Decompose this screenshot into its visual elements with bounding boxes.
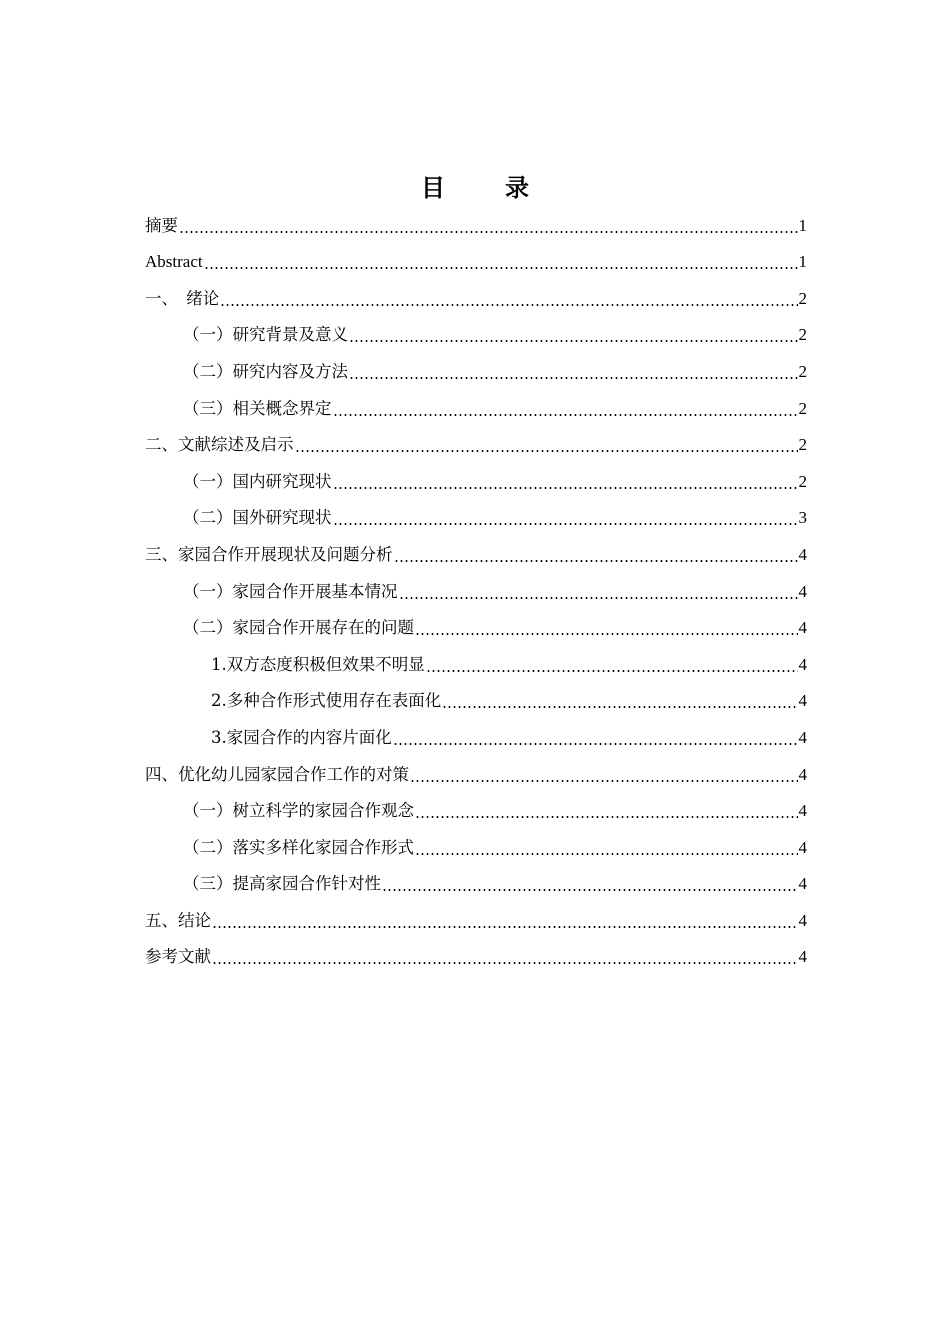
toc-dot-leader bbox=[349, 340, 798, 342]
toc-title: 目 录 bbox=[421, 174, 547, 202]
toc-page-number: 4 bbox=[798, 837, 807, 857]
toc-entry[interactable] bbox=[145, 608, 807, 645]
toc-entry-text: 1.双方态度积极但效果不明显 bbox=[211, 654, 425, 674]
toc-page-number: 4 bbox=[798, 691, 807, 711]
toc-entry[interactable] bbox=[145, 681, 807, 718]
toc-dot-leader bbox=[179, 231, 798, 233]
toc-entry-text: （一）家园合作开展基本情况 bbox=[183, 581, 398, 601]
toc-page-number: 4 bbox=[798, 874, 807, 894]
toc-page-number: 4 bbox=[798, 947, 807, 967]
toc-dot-leader bbox=[212, 962, 798, 964]
toc-entry[interactable] bbox=[145, 534, 807, 571]
toc-page-number: 2 bbox=[798, 288, 807, 308]
toc-entry-text: （二）落实多样化家园合作形式 bbox=[183, 837, 414, 857]
toc-dot-leader bbox=[426, 670, 798, 672]
toc-page-number: 4 bbox=[798, 618, 807, 638]
toc-list bbox=[145, 205, 807, 973]
toc-entry-text: 五、结论 bbox=[145, 910, 211, 930]
toc-page-number: 4 bbox=[798, 910, 807, 930]
toc-entry[interactable] bbox=[145, 644, 807, 681]
toc-entry[interactable] bbox=[145, 717, 807, 754]
toc-page-number: 1 bbox=[798, 215, 807, 235]
toc-page-number: 4 bbox=[798, 801, 807, 821]
toc-entry[interactable] bbox=[145, 278, 807, 315]
toc-dot-leader bbox=[442, 706, 797, 708]
toc-entry-text: 2.多种合作形式使用存在表面化 bbox=[211, 691, 442, 711]
toc-dot-leader bbox=[212, 926, 798, 928]
toc-entry-text: （一）国内研究现状 bbox=[183, 471, 332, 491]
toc-entry[interactable] bbox=[145, 498, 807, 535]
toc-dot-leader bbox=[333, 487, 798, 489]
toc-entry-text: 四、优化幼儿园家园合作工作的对策 bbox=[145, 764, 409, 784]
toc-entry[interactable] bbox=[145, 827, 807, 864]
toc-dot-leader bbox=[415, 853, 798, 855]
toc-entry[interactable] bbox=[145, 791, 807, 828]
toc-entry-text: 参考文献 bbox=[145, 947, 211, 967]
toc-page-number: 4 bbox=[798, 544, 807, 564]
toc-page-number: 2 bbox=[798, 435, 807, 455]
toc-entry-text: （一）研究背景及意义 bbox=[183, 325, 348, 345]
toc-page-number: 2 bbox=[798, 361, 807, 381]
toc-dot-leader bbox=[415, 633, 798, 635]
toc-entry[interactable] bbox=[145, 205, 807, 242]
toc-dot-leader bbox=[382, 889, 798, 891]
toc-dot-leader bbox=[333, 414, 798, 416]
toc-page-number: 4 bbox=[798, 581, 807, 601]
toc-entry-text: （二）研究内容及方法 bbox=[183, 361, 348, 381]
toc-entry-text: 3.家园合作的内容片面化 bbox=[211, 727, 392, 747]
toc-entry-text: （一）树立科学的家园合作观念 bbox=[183, 801, 414, 821]
toc-entry-text: 三、家园合作开展现状及问题分析 bbox=[145, 544, 393, 564]
toc-entry[interactable] bbox=[145, 315, 807, 352]
toc-page-number: 2 bbox=[798, 398, 807, 418]
toc-dot-leader bbox=[393, 743, 798, 745]
toc-entry[interactable] bbox=[145, 461, 807, 498]
toc-dot-leader bbox=[410, 780, 798, 782]
toc-entry[interactable] bbox=[145, 242, 807, 279]
toc-dot-leader bbox=[394, 560, 798, 562]
toc-entry-text: 一、 绪论 bbox=[145, 288, 220, 308]
toc-page-number: 2 bbox=[798, 471, 807, 491]
toc-dot-leader bbox=[220, 304, 797, 306]
toc-page-number: 1 bbox=[798, 252, 807, 272]
toc-dot-leader bbox=[415, 816, 798, 818]
toc-dot-leader bbox=[204, 267, 798, 269]
toc-dot-leader bbox=[295, 450, 798, 452]
toc-dot-leader bbox=[399, 597, 798, 599]
toc-entry[interactable] bbox=[145, 388, 807, 425]
toc-dot-leader bbox=[349, 377, 798, 379]
toc-entry-text: （二）家园合作开展存在的问题 bbox=[183, 618, 414, 638]
toc-entry-text: （二）国外研究现状 bbox=[183, 508, 332, 528]
toc-entry-text: 二、文献综述及启示 bbox=[145, 435, 294, 455]
toc-page-number: 4 bbox=[798, 727, 807, 747]
toc-page-number: 2 bbox=[798, 325, 807, 345]
toc-entry-text: 摘要 bbox=[145, 215, 178, 235]
toc-entry-text: Abstract bbox=[145, 252, 203, 272]
toc-entry-text: （三）提高家园合作针对性 bbox=[183, 874, 381, 894]
toc-entry[interactable] bbox=[145, 754, 807, 791]
toc-page-number: 3 bbox=[798, 508, 807, 528]
toc-entry[interactable] bbox=[145, 937, 807, 974]
toc-entry[interactable] bbox=[145, 900, 807, 937]
toc-page-number: 4 bbox=[798, 764, 807, 784]
toc-entry[interactable] bbox=[145, 425, 807, 462]
toc-entry[interactable] bbox=[145, 571, 807, 608]
toc-page-number: 4 bbox=[798, 654, 807, 674]
toc-entry[interactable] bbox=[145, 351, 807, 388]
toc-entry[interactable] bbox=[145, 864, 807, 901]
toc-entry-text: （三）相关概念界定 bbox=[183, 398, 332, 418]
toc-dot-leader bbox=[333, 523, 798, 525]
